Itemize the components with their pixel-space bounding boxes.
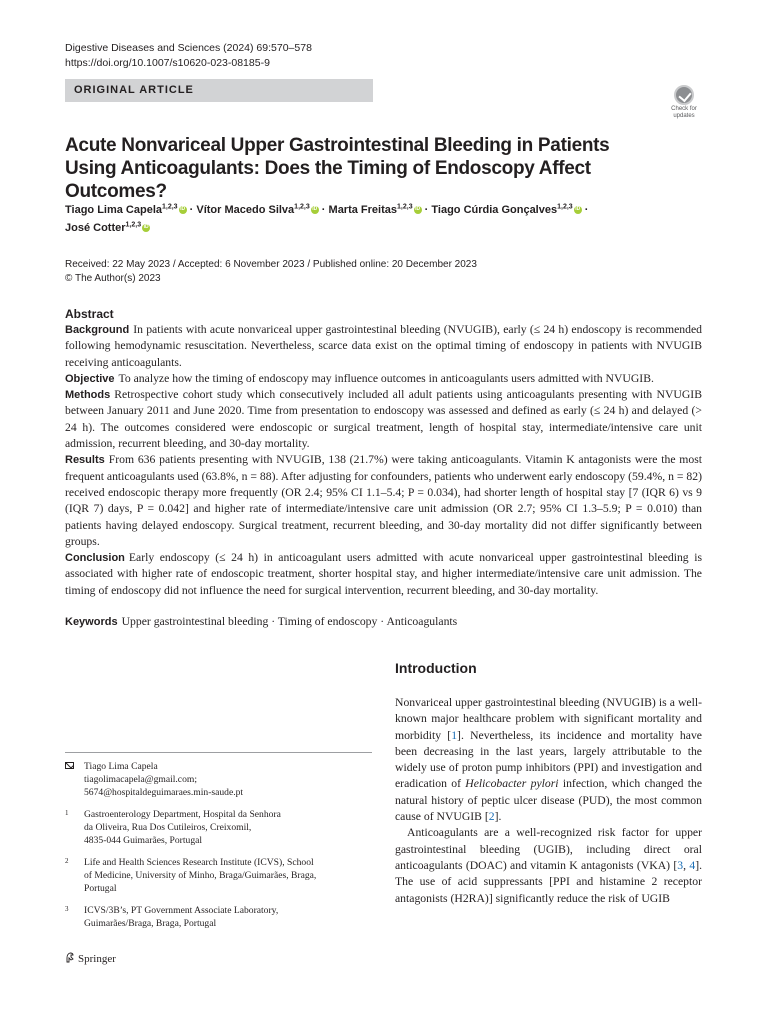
orcid-icon[interactable] xyxy=(179,206,187,214)
orcid-icon[interactable] xyxy=(574,206,582,214)
springer-horse-icon xyxy=(65,952,75,963)
abstract-results xyxy=(65,452,702,550)
affiliation-item xyxy=(65,904,372,930)
article-dates xyxy=(65,258,477,286)
introduction-body xyxy=(395,695,702,907)
author-name[interactable]: José Cotter xyxy=(65,222,126,234)
envelope-icon xyxy=(65,762,74,769)
abstract xyxy=(65,322,702,599)
publisher-name: Springer xyxy=(78,953,116,965)
footnote-divider xyxy=(65,752,372,753)
affiliation-line: Portugal xyxy=(84,883,117,894)
corresponding-name: Tiago Lima Capela xyxy=(84,761,158,772)
results-text: From 636 patients presenting with NVUGIB, 138 (21.7%) were taking anticoagulants. Vitamin K antagonists were the most frequent anticoagulants used (63.8%, n = 88). After adjusting for confounders, patients who underwent early endoscopy (59.4%, n = 82) received endoscopic therapy more frequently (OR 2.4; 95% CI 1.1–5.4; P = 0.034), had shorter length of hospital stay [7 (IQR 6) vs 9 (IQR 7) days, P = 0.042] and higher rate of intermediate/intensive care unit admission (OR 2.7; 95% CI 1.3–5.9; P = 0.010) than patients having delayed endoscopy. Surgical treatment, recurrent bleeding, and 30-day mortality did not differ significantly between groups. xyxy=(65,453,702,548)
affiliation-item xyxy=(65,808,372,847)
objective-label: Objective xyxy=(65,372,115,385)
author-name[interactable]: Tiago Cúrdia Gonçalves xyxy=(431,204,558,216)
doi-link[interactable]: https://doi.org/10.1007/s10620-023-08185-9 xyxy=(65,57,270,69)
article-type-banner: ORIGINAL ARTICLE xyxy=(65,79,373,102)
citation-link[interactable]: 4 xyxy=(689,858,696,872)
affiliation-line: Guimarães/Braga, Braga, Portugal xyxy=(84,918,217,929)
author-name[interactable]: Marta Freitas xyxy=(328,204,398,216)
check-updates-line1: Check for xyxy=(671,106,697,112)
affiliation-line: of Medicine, University of Minho, Braga/Guimarães, Braga, xyxy=(84,870,317,881)
methods-label: Methods xyxy=(65,389,111,402)
author-name[interactable]: Vítor Macedo Silva xyxy=(196,204,295,216)
affiliation-mark: 2 xyxy=(65,857,69,865)
affiliation-line: 4835-044 Guimarães, Portugal xyxy=(84,835,203,846)
journal-header xyxy=(65,41,312,71)
background-label: Background xyxy=(65,324,130,336)
intro-paragraph xyxy=(395,695,702,825)
orcid-icon[interactable] xyxy=(142,224,150,232)
copyright-line: © The Author(s) 2023 xyxy=(65,273,161,284)
author-affiliation: 1,2,3 xyxy=(125,221,142,229)
abstract-heading: Abstract xyxy=(65,307,114,321)
intro-text: Anticoagulants are a well-recognized risk factor for upper gastrointestinal bleeding (UGIB), including direct oral anticoagulants (DOAC) and vitamin K antagonists (VKA) [ xyxy=(395,826,702,872)
methods-text: Retrospective cohort study which consecutively included all adult patients using anticoagulants presenting with NVUGIB between January 2011 and June 2020. Time from presentation to endoscopy was assessed and defined as early (≤ 24 h) and delayed (> 24 h). The outcomes considered were endoscopic or surgical treatment, length of hospital stay, intermediate/intensive care unit admission, recurrent bleeding, and 30-day mortality. xyxy=(65,388,702,451)
abstract-conclusion xyxy=(65,550,702,599)
author-affiliation: 1,2,3 xyxy=(557,203,573,211)
author-list: Tiago Lima Capela$^{1,2,3}$iD · Vítor Macedo Silva$^{1,2,3}$iD · Marta Freitas$^{1,2,3}$iD · Tiago Cúrdia Gonçalves$^{1,2,3}$iD · José Cotter$^{1,2,3}$iD xyxy=(65,201,705,237)
author-affiliation: 1,2,3 xyxy=(162,203,178,211)
corresponding-email[interactable]: 5674@hospitaldeguimaraes.min-saude.pt xyxy=(84,787,244,798)
publisher-footer xyxy=(65,952,116,966)
introduction-heading: Introduction xyxy=(395,660,477,676)
check-updates-icon xyxy=(674,85,694,105)
keywords-text: Upper gastrointestinal bleeding · Timing of endoscopy · Anticoagulants xyxy=(121,615,458,628)
intro-text: Nonvariceal upper gastrointestinal bleeding (NVUGIB) is a well-known major healthcare problem with significant mortality and morbidity [ xyxy=(395,696,702,742)
abstract-background xyxy=(65,322,702,371)
objective-text: To analyze how the timing of endoscopy may influence outcomes in anticoagulants users admitted with NVUGIB. xyxy=(118,371,654,385)
results-label: Results xyxy=(65,454,105,467)
affiliation-line: da Oliveira, Rua Dos Cutileiros, Creixomil, xyxy=(84,822,252,833)
orcid-icon[interactable] xyxy=(414,206,422,214)
author-name[interactable]: Tiago Lima Capela xyxy=(65,204,162,216)
citation-link[interactable]: 1 xyxy=(451,728,458,742)
corresponding-author xyxy=(65,760,372,799)
intro-text: ]. The use of acid suppressants [PPI and histamine 2 receptor antagonists (H2RA)] significantly reduce the risk of UGIB xyxy=(395,858,703,905)
abstract-objective xyxy=(65,371,702,387)
affiliation-mark: 3 xyxy=(65,905,69,913)
intro-italic: Helicobacter pylori xyxy=(465,777,559,791)
intro-text: ]. Nevertheless, its incidence and mortality have been decreasing in the last years, largely attributable to the widely use of proton pump inhibitors (PPI) and investigation and eradication of xyxy=(395,728,702,791)
intro-text: ]. xyxy=(494,810,502,824)
affiliation-item xyxy=(65,856,372,895)
background-text: In patients with acute nonvariceal upper gastrointestinal bleeding (NVUGIB), early (≤ 24 h) endoscopy is recommended following hemodynamic resuscitation. Nevertheless, scarce data exist on the optimal timing of endoscopy in patients with NVUGIB receiving anticoagulants. xyxy=(65,323,702,369)
intro-text: , xyxy=(683,858,690,872)
citation-link[interactable]: 2 xyxy=(488,810,495,824)
abstract-methods xyxy=(65,387,702,452)
conclusion-text: Early endoscopy (≤ 24 h) in anticoagulant users admitted with acute nonvariceal upper gastrointestinal bleeding is associated with higher rate of endoscopic treatment, shorter hospital stay, and higher intermediate/intensive care unit admission. The timing of endoscopy did not influence the need for surgical intervention, recurrent bleeding, and 30-day mortality. xyxy=(65,551,702,597)
check-updates-line2: updates xyxy=(673,112,695,119)
author-affiliation: 1,2,3 xyxy=(294,203,310,211)
affiliation-line: Life and Health Sciences Research Institute (ICVS), School xyxy=(84,857,314,868)
check-for-updates-badge[interactable] xyxy=(664,84,704,124)
citation-link[interactable]: 3 xyxy=(677,858,684,872)
history-dates: Received: 22 May 2023 / Accepted: 6 November 2023 / Published online: 20 December 2023 xyxy=(65,259,477,270)
affiliation-line: Gastroenterology Department, Hospital da Senhora xyxy=(84,809,281,820)
affiliation-mark: 1 xyxy=(65,809,69,817)
keywords-label: Keywords xyxy=(65,616,118,628)
corresponding-email[interactable]: tiagolimacapela@gmail.com; xyxy=(84,774,197,785)
intro-paragraph xyxy=(395,825,702,906)
affiliation-line: ICVS/3B’s, PT Government Associate Laboratory, xyxy=(84,905,279,916)
orcid-icon[interactable] xyxy=(311,206,319,214)
keywords xyxy=(65,614,705,630)
article-title: Acute Nonvariceal Upper Gastrointestinal Bleeding in Patients Using Anticoagulants: Does the Timing of Endoscopy Affect Outcomes? xyxy=(65,135,610,202)
journal-citation: Digestive Diseases and Sciences (2024) 69:570–578 xyxy=(65,42,312,54)
conclusion-label: Conclusion xyxy=(65,552,125,565)
footnotes xyxy=(65,760,372,939)
intro-text: infection, which changed the natural history of peptic ulcer disease (PUD), the most common cause of NVUGIB [ xyxy=(395,777,703,824)
author-affiliation: 1,2,3 xyxy=(397,203,413,211)
